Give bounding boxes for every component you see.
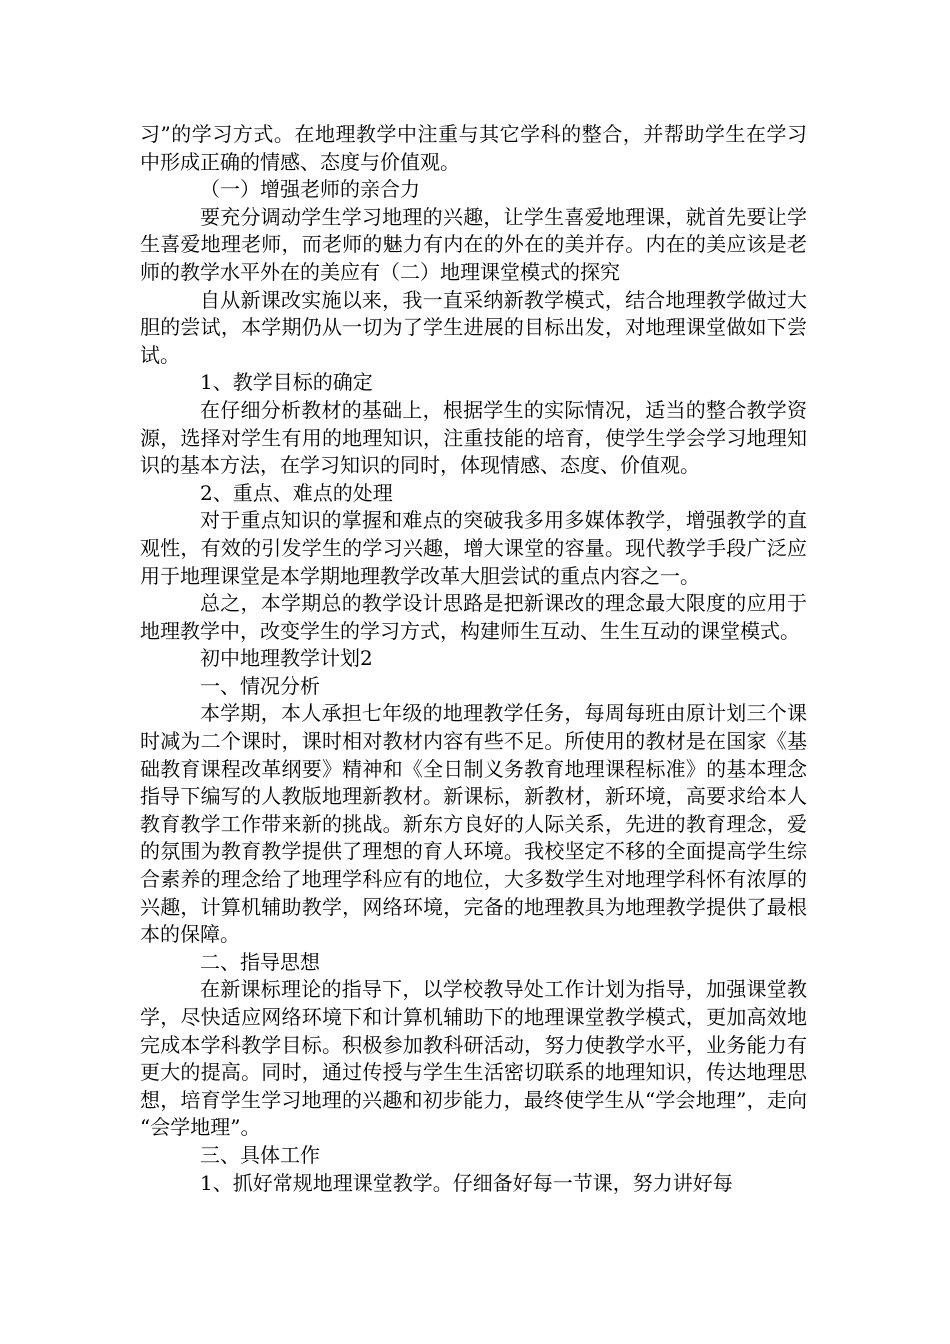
paragraph: 总之，本学期总的教学设计思路是把新课改的理念最大限度的应用于地理教学中，改变学生的学习方式，构建师生互动、生生互动的课堂模式。 (140, 591, 807, 643)
paragraph: 对于重点知识的掌握和难点的突破我多用多媒体教学，增强教学的直观性，有效的引发学生的学习兴趣，增大课堂的容量。现代教学手段广泛应用于地理课堂是本学期地理教学改革大胆尝试的重点内容之一。 (140, 508, 807, 588)
section-heading: 二、指导思想 (200, 949, 320, 974)
paragraph: 本学期，本人承担七年级的地理教学任务，每周每班由原计划三个课时减为二个课时，课时相对教材内容有些不足。所使用的教材是在国家《基础教育课程改革纲要》精神和《全日制义务教育地理课程标准》的基本理念指导下编写的人教版地理新教材。新课标，新教材，新环境，高要求给本人教育教学工作带来新的挑战。新东方良好的人际关系，先进的教育理念，爱的氛围为教育教学提供了理想的育人环境。我校坚定不移的全面提高学生综合素养的理念给了地理学科应有的地位，大多数学生对地理学科怀有浓厚的兴趣，计算机辅助教学，网络环境，完备的地理教具为地理教学提供了最根本的保障。 (140, 701, 807, 947)
section-heading: 三、具体工作 (200, 1142, 320, 1167)
subsection-heading: 2、重点、难点的处理 (200, 480, 393, 505)
paragraph: 在仔细分析教材的基础上，根据学生的实际情况，适当的整合教学资源，选择对学生有用的地理知识，注重技能的培育，使学生学会学习地理知识的基本方法，在学习知识的同时，体现情感、态度、价值观。 (140, 397, 807, 478)
paragraph: 要充分调动学生学习地理的兴趣，让学生喜爱地理课，就首先要让学生喜爱地理老师，而老师的魅力有内在的外在的美并存。内在的美应该是老师的教学水平外在的美应有（二）地理课堂模式的探究 (140, 204, 807, 284)
paragraph: 自从新课改实施以来，我一直采纳新教学模式，结合地理教学做过大胆的尝试，本学期仍从一切为了学生进展的目标出发，对地理课堂做如下尝试。 (140, 287, 807, 367)
paragraph: 在新课标理论的指导下，以学校教导处工作计划为指导，加强课堂教学，尽快适应网络环境下和计算机辅助下的地理课堂教学模式，更加高效地完成本学科教学目标。积极参加教科研活动，努力使教学水平，业务能力有更大的提高。同时，通过传授与学生生活密切联系的地理知识，传达地理思想，培育学生学习地理的兴趣和初步能力，最终使学生从“学会地理”，走向“会学地理”。 (140, 977, 807, 1140)
paragraph: 1、抓好常规地理课堂教学。仔细备好每一节课，努力讲好每 (200, 1170, 733, 1195)
document-body (140, 121, 807, 1197)
paragraph: 习”的学习方式。在地理教学中注重与其它学科的整合，并帮助学生在学习中形成正确的情感、态度与价值观。 (140, 122, 807, 174)
section-heading: 一、情况分析 (200, 673, 320, 698)
section-heading: （一）增强老师的亲合力 (200, 177, 420, 202)
subsection-heading: 1、教学目标的确定 (200, 370, 373, 395)
document-title: 初中地理教学计划2 (200, 646, 373, 671)
